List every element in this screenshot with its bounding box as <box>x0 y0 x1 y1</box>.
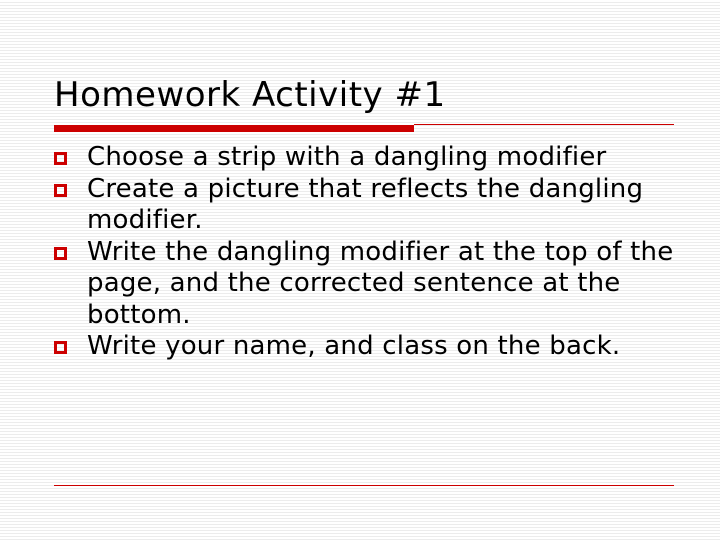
hollow-square-bullet-icon <box>54 184 67 197</box>
bullet-text: Choose a strip with a dangling modifier <box>87 142 607 172</box>
bullet-text: Create a picture that reflects the dangling modifier. <box>87 173 644 235</box>
bullet-text: Write your name, and class on the back. <box>87 331 621 361</box>
slide-title: Homework Activity #1 <box>54 75 446 115</box>
bullet-item <box>54 142 674 174</box>
hollow-square-bullet-icon <box>54 341 67 354</box>
title-underline-accent <box>54 125 414 132</box>
bullet-item <box>54 174 674 237</box>
hollow-square-bullet-icon <box>54 152 67 165</box>
bullet-item <box>54 331 674 363</box>
bullet-item <box>54 237 674 332</box>
footer-rule <box>54 485 674 486</box>
bullet-list <box>54 142 674 363</box>
bullet-text: Write the dangling modifier at the top of the page, and the corrected sentence at the bottom. <box>87 236 674 330</box>
title-underline-rule <box>414 124 674 125</box>
hollow-square-bullet-icon <box>54 247 67 260</box>
